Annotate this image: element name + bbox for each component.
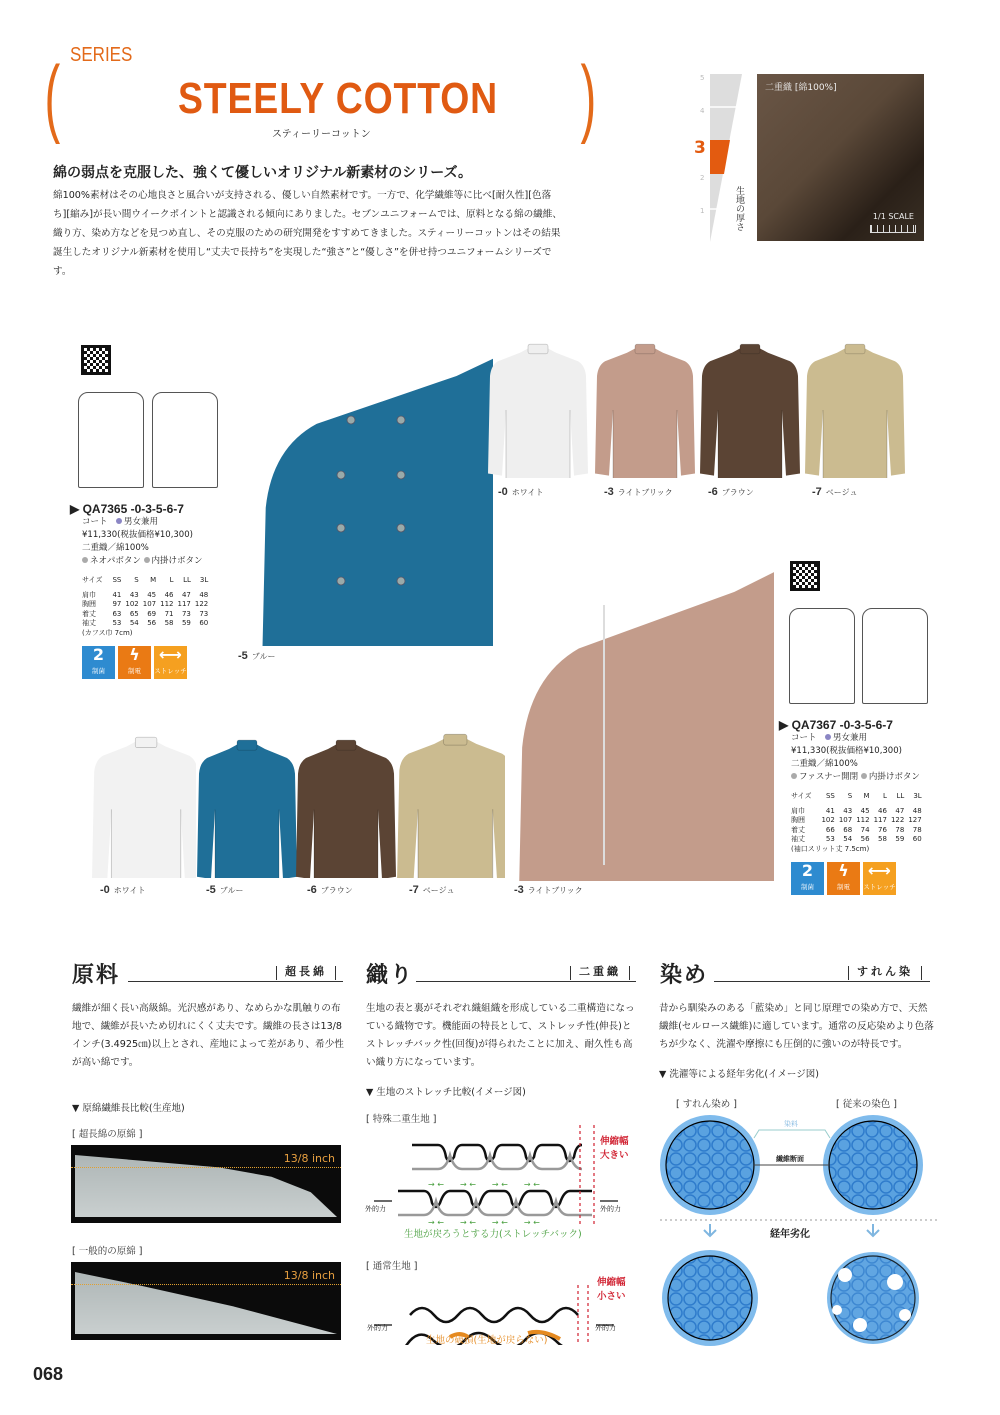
feature-badges [82,646,212,679]
flat-drawing-front [789,608,855,704]
image-caption: [ 超長綿の原綿 ] [72,1129,143,1140]
jacket-lightbrick-large [508,535,774,881]
jacket-blue-zip [197,730,297,878]
page-number: 068 [33,1364,64,1384]
force-label: 外的力 [365,1205,386,1213]
intro-lead: 綿の弱点を克服した、強くて優しいオリジナル新素材のシリーズ。 [53,165,473,181]
divider [714,981,930,982]
size-table: サイズ SS S M L LL 3L 肩巾 41 43 45 46 47 48 胸囲 102 107 112 117 122 127 着丈 66 68 74 76 78 78 袖丈 53 54 56 58 59 60 [791,792,922,843]
flat-drawing-back [152,392,218,488]
jacket-brown [700,340,800,478]
diagram-caption: [ 通常生地 ] [366,1261,418,1272]
subheading: ▼ 原綿繊維長比較(生産地) [72,1103,185,1114]
price: ¥11,330(税抜価格¥10,300) [82,530,193,540]
variant-label: -7 ベージュ [409,884,455,896]
scale-4: 4 [700,107,705,115]
jacket-beige-zip [397,730,505,878]
series-label: SERIES [70,44,133,66]
feature-badges [791,862,926,895]
stretchback-label: 生地が戻ろうとする力(ストレッチバック) [404,1229,582,1240]
force-label: 外的力 [367,1324,388,1332]
damage-label: 生地の破損(生地が戻らない) [426,1335,548,1346]
flat-drawing-front [78,392,144,488]
variant-label: -5 ブルー [238,650,276,662]
stretch-badge: ⟷ ストレッチ [863,862,896,895]
svg-text:→ ← → ← → ← → ←: → ← → ← → ← → ← [428,1180,540,1189]
scale-ruler [870,225,916,233]
diagram-caption: [ 従来の染色 ] [836,1099,897,1110]
scale-2: 2 [700,174,705,182]
antibacterial-badge: 2 制菌 [82,646,115,679]
diagram-caption: [ すれん染め ] [676,1099,737,1110]
jacket-white [488,340,588,478]
regular-cotton-image: 13/8 inch [71,1262,341,1340]
variant-label: -7 ベージュ [812,486,858,498]
stretch-large-label: 伸縮幅 大きい [600,1136,629,1161]
section-body: 生地の表と裏がそれぞれ織組織を形成している二重構造になっている織物です。機能面の特長として、ストレッチ性(伸長)とストレッチバック性(回復)が得られたことに加え、耐久性も高い織り方になっています。 [366,1003,635,1068]
section-body: 繊維が細く長い高級綿。光沢感があり、なめらかな肌触りの布地で、繊維が長いため切れにくく丈夫です。繊維の長さは13/8インチ(3.4925㎝)以上とされ、産地によって差があり、希少性が高い綿です。 [72,1003,344,1068]
variant-label: -3 ライトブリック [514,884,583,896]
fiber-section-label: 繊維断面 [776,1155,804,1163]
jacket-lightbrick [595,340,695,478]
variant-label: -6 ブラウン [708,486,754,498]
title-kana: スティーリーコットン [272,129,371,140]
variant-label: -0 ホワイト [498,486,544,498]
fabric-swatch [757,74,924,241]
long-staple-cotton-image: 13/8 inch [71,1145,341,1223]
variant-label: -5 ブルー [206,884,244,896]
product-code: ▶ QA7367 -0-3-5-6-7 [779,718,893,732]
stretch-badge: ⟷ ストレッチ [154,646,187,679]
jacket-beige [805,340,905,478]
section-tag: 超長綿 [276,966,336,980]
left-paren: ( [44,49,61,145]
variant-label: -6 ブラウン [307,884,353,896]
section-tag: 二重織 [570,966,630,980]
scale-1: 1 [700,207,705,215]
jacket-white-zip [92,730,196,878]
section-heading-dye: 染め [660,963,709,988]
subheading: ▼ 洗濯等による経年劣化(イメージ図) [659,1069,819,1080]
scale-3-selected: 3 [694,138,706,158]
product-code: ▶ QA7365 -0-3-5-6-7 [70,502,184,516]
flat-drawing-back [862,608,928,704]
section-body: 昔から馴染みのある「藍染め」と同じ原理での染め方で、天然繊維(セルロース繊維)に適しています。通常の反応染めより色落ちが少なく、洗濯や摩擦にも圧倒的に強いのが特長です。 [659,1003,934,1050]
section-heading-material: 原料 [72,963,121,988]
divider [416,981,636,982]
antistatic-badge: ϟ 制電 [827,862,860,895]
jacket-blue-large [233,328,493,646]
section-tag: すれん染 [848,966,922,980]
right-paren: ) [580,49,597,145]
divider [128,981,343,982]
page-title: STEELY COTTON [178,74,499,123]
product-spec-qa7365: ▶ QA7365 -0-3-5-6-7 コート 男女兼用 ¥11,330(税抜価格¥10,300) 二重織／綿100% ネオパボタン 内掛けボタン サイズ SS S M L LL 3L 肩巾 41 43 45 46 47 48 胸囲 97 102 107 112 117 122 着丈 63 65 69 71 73 73 袖丈 53 54 56 58 59 60 (カフス巾 7cm) 2 制菌 ϟ 制電 ⟷ ストレッチ [70,503,212,679]
variant-label: -3 ライトブリック [604,486,673,498]
svg-text:→ ← → ← → ← → ←: → ← → ← → ← → ← [428,1218,540,1227]
scale-label: 1/1 SCALE [872,212,914,221]
thickness-gauge [694,74,750,242]
size-table: サイズ SS S M L LL 3L 肩巾 41 43 45 46 47 48 胸囲 97 102 107 112 117 122 着丈 63 65 69 71 73 73 袖丈 53 54 56 58 59 60 [82,576,209,627]
product-spec-qa7367: ▶ QA7367 -0-3-5-6-7 コート 男女兼用 ¥11,330(税抜価格¥10,300) 二重織／綿100% ファスナー開閉 内掛けボタン サイズ SS S M L LL 3L 肩巾 41 43 45 46 47 48 胸囲 102 107 112 117 122 127 着丈 66 68 74 76 78 78 袖丈 53 54 56 58 59 60 (袖口スリット丈 7.5cm) 2 制菌 ϟ 制電 ⟷ ストレッチ [779,719,926,895]
jacket-brown-zip [296,730,396,878]
diagram-caption: [ 特殊二重生地 ] [366,1114,437,1125]
force-label: 外的力 [595,1324,616,1332]
force-label: 外的力 [600,1205,621,1213]
thickness-label: 生地の厚さ [734,186,744,231]
swatch-label: 二重織 [綿100%] [765,83,837,93]
intro-body: 綿100%素材はその心地良さと風合いが支持される、優しい自然素材です。一方で、化学繊維等に比べ[耐久性][色落ち][縮み]が長い間ウイークポイントと認識される傾向にありました。セブンユニフォームでは、原料となる綿の繊維、織り方、染め方などを見つめ直し、その克服のための研究開発をすすめてきました。スティーリーコットンはその結果誕生したオリジナル新素材を使用し“丈夫で長持ち”を実現した“強さ”と“優しさ”を併せ持つユニフォームシリーズです。 [53,190,562,277]
stretch-small-label: 伸縮幅 小さい [597,1277,626,1302]
price: ¥11,330(税抜価格¥10,300) [791,746,902,756]
dye-label: 染料 [784,1120,798,1128]
scale-5: 5 [700,74,705,82]
section-heading-weave: 織り [366,963,415,988]
image-caption: [ 一般的の原綿 ] [72,1246,143,1257]
qr-code[interactable] [81,345,111,375]
aging-label: 経年劣化 [770,1229,810,1240]
variant-label: -0 ホワイト [100,884,146,896]
qr-code[interactable] [790,561,820,591]
antistatic-badge: ϟ 制電 [118,646,151,679]
antibacterial-badge: 2 制菌 [791,862,824,895]
subheading: ▼ 生地のストレッチ比較(イメージ図) [366,1087,526,1098]
